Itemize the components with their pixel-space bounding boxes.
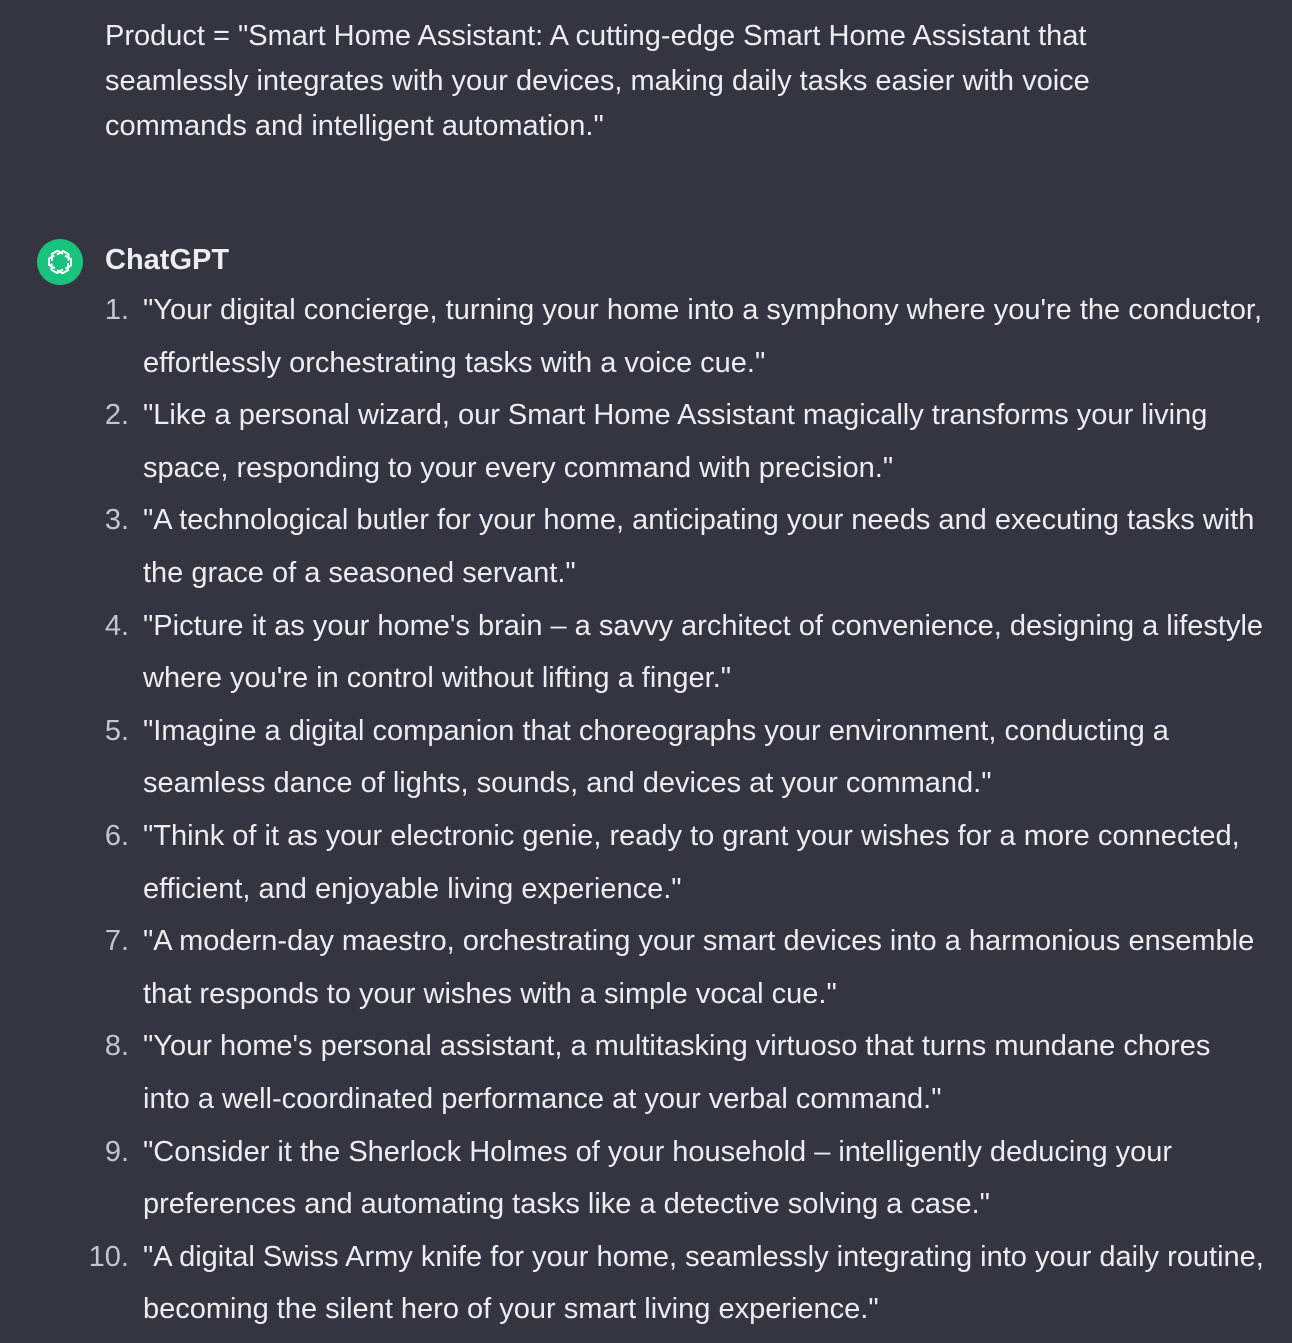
list-item: [0, 1126, 1292, 1231]
list-item: [0, 810, 1292, 915]
list-item-text: "A technological butler for your home, anticipating your needs and executing tasks with the grace of a seasoned servant.": [143, 504, 1255, 589]
list-item: [0, 600, 1292, 705]
list-item: [0, 1231, 1292, 1336]
list-item-text: "Think of it as your electronic genie, ready to grant your wishes for a more connected, efficient, and enjoyable living experience.": [143, 819, 1240, 905]
list-item-text: "Imagine a digital companion that choreographs your environment, conducting a seamless dance of lights, sounds, and devices at your command.": [143, 714, 1169, 800]
list-item-number: 9.: [104, 1135, 129, 1168]
list-item-number: 4.: [104, 609, 129, 642]
answer-list: [0, 284, 1292, 1336]
list-item-number: 6.: [104, 819, 129, 852]
list-item-number: 3.: [104, 504, 129, 537]
list-item-text: "A modern-day maestro, orchestrating your smart devices into a harmonious ensemble that responds to your wishes with a simple vocal cue.": [143, 925, 1255, 1010]
openai-logo-icon: [44, 246, 76, 278]
assistant-avatar: [37, 239, 83, 285]
list-item-text: "A digital Swiss Army knife for your home, seamlessly integrating into your daily routine, becoming the silent hero of your smart living experience.": [143, 1240, 1264, 1326]
list-item: [0, 915, 1292, 1020]
list-item-text: "Picture it as your home's brain – a savvy architect of convenience, designing a lifestyle where you're in control without lifting a finger.": [143, 609, 1264, 695]
list-item-text: "Like a personal wizard, our Smart Home Assistant magically transforms your living space, responding to your every command with precision.": [143, 399, 1208, 484]
list-item: [0, 705, 1292, 810]
list-item-number: 7.: [104, 925, 129, 958]
list-item-text: "Your digital concierge, turning your home into a symphony where you're the conductor, effortlessly orchestrating tasks with a voice cue.": [143, 294, 1263, 379]
list-item-number: 10.: [88, 1240, 129, 1273]
list-item-number: 1.: [104, 294, 129, 326]
list-item: [0, 1020, 1292, 1125]
list-item-number: 5.: [104, 714, 129, 747]
list-item: [0, 284, 1292, 389]
assistant-name: ChatGPT: [105, 244, 230, 276]
user-message: Product = "Smart Home Assistant: A cutting-edge Smart Home Assistant that seamlessly integrates with your devices, making daily tasks easier with voice commands and intelligent automation.": [105, 20, 1090, 142]
list-item-text: "Consider it the Sherlock Holmes of your household – intelligently deducing your preferences and automating tasks like a detective solving a case.": [143, 1135, 1173, 1221]
list-item: [0, 494, 1292, 599]
list-item: [0, 389, 1292, 494]
list-item-number: 8.: [104, 1030, 129, 1063]
list-item-number: 2.: [104, 399, 129, 432]
list-item-text: "Your home's personal assistant, a multitasking virtuoso that turns mundane chores into a well-coordinated performance at your verbal command.": [143, 1030, 1211, 1115]
